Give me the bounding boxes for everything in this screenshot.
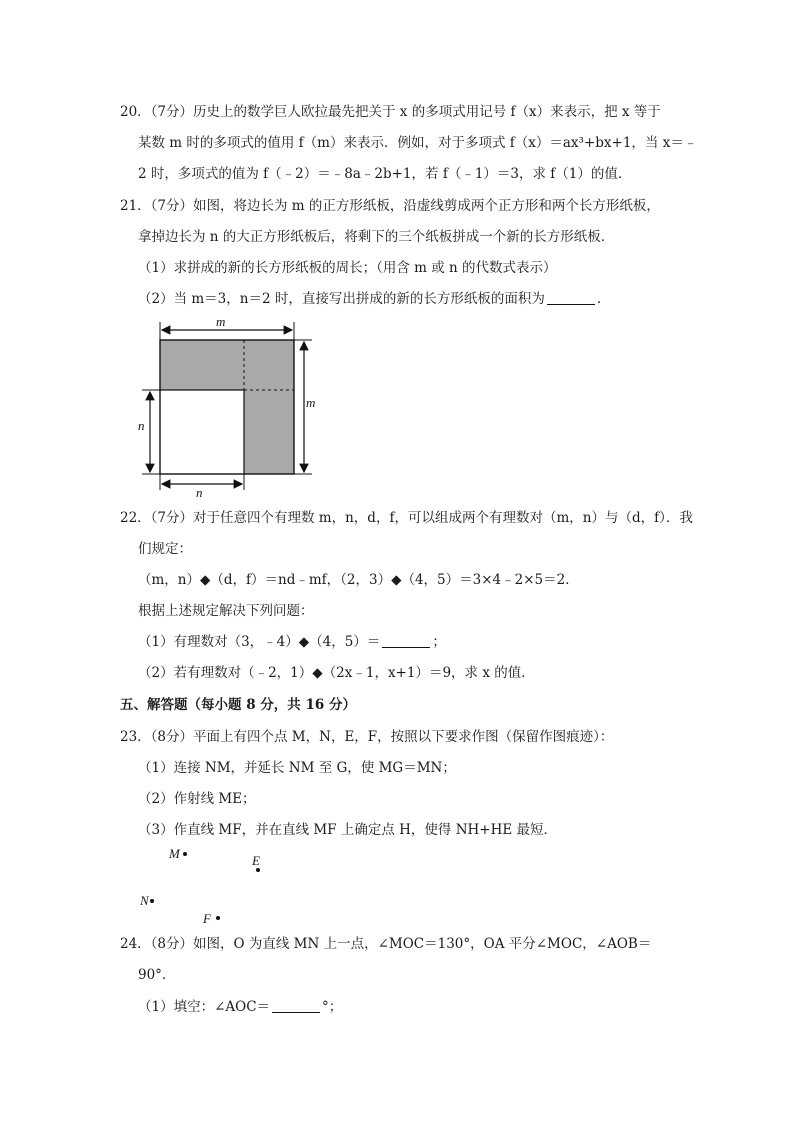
q21-label-left-n: n (138, 418, 145, 433)
q22-line-1: 22．（7分）对于任意四个有理数 m，n，d，f，可以组成两个有理数对（m，n）与（d，f）．我 (120, 510, 693, 526)
point-m-dot (183, 852, 187, 856)
q20-line-2: 某数 m 时的多项式的值用 f（m）来表示．例如，对于多项式 f（x）＝ax³+bx+1，当 x＝﹣ (138, 135, 698, 151)
q21-answer-blank (547, 290, 595, 305)
q22-part-2: （2）若有理数对（﹣2，1）◆（2x﹣1，x+1）＝9，求 x 的值． (138, 665, 535, 681)
q21-part-1: （1）求拼成的新的长方形纸板的周长；（用含 m 或 n 的代数式表示） (138, 260, 557, 276)
q21-part-2 (138, 290, 610, 308)
q22-line-2: 们规定： (138, 541, 192, 557)
q21-line-1: 21．（7分）如图，将边长为 m 的正方形纸板，沿虚线剪成两个正方形和两个长方形纸板， (120, 198, 660, 214)
q23-part-3: （3）作直线 MF，并在直线 MF 上确定点 H，使得 NH+HE 最短． (138, 822, 558, 838)
point-n-dot (150, 899, 154, 903)
q22-part-1-text: （1）有理数对（3，﹣4）◆（4，5）＝ (138, 634, 381, 650)
q21-label-top-m: m (216, 314, 226, 329)
q22-part-1 (138, 633, 446, 651)
q21-right-strip (244, 390, 294, 474)
q22-line-4: 根据上述规定解决下列问题： (138, 603, 314, 619)
q22-line-3: （m，n）◆（d，f）＝nd﹣mf，（2，3）◆（4，5）＝3×4﹣2×5＝2． (138, 572, 579, 588)
q21-label-bottom-n: n (196, 485, 203, 500)
q21-part-2-end: ． (596, 291, 611, 307)
q21-label-right-m: m (306, 395, 316, 410)
q20-line-3: 2 时，多项式的值为 f（﹣2）＝﹣8a﹣2b+1，若 f（﹣1）＝3，求 f（1）的值． (138, 166, 632, 182)
q24-part-1-text: （1）填空：∠AOC＝ (138, 999, 271, 1015)
point-e-label: E (252, 853, 260, 868)
point-n-label: N (140, 893, 149, 908)
point-f-label: F (203, 911, 211, 926)
q24-part-1 (138, 998, 342, 1016)
point-f-dot (216, 916, 220, 920)
q24-line-2: 90°． (138, 967, 176, 983)
q23-line-1: 23．（8分）平面上有四个点 M，N，E，F，按照以下要求作图（保留作图痕迹）： (120, 729, 614, 745)
q20-line-1: 20．（7分）历史上的数学巨人欧拉最先把关于 x 的多项式用记号 f（x）来表示，把 x 等于 (120, 104, 661, 120)
q22-part-1-end: ； (432, 634, 446, 650)
q23-part-1: （1）连接 NM，并延长 NM 至 G，使 MG＝MN； (138, 760, 456, 776)
point-e-dot (256, 868, 260, 872)
q23-part-2: （2）作射线 ME； (138, 791, 256, 807)
q24-part-1-end: °； (322, 999, 343, 1015)
q24-line-1: 24．（8分）如图，O 为直线 MN 上一点，∠MOC＝130°，OA 平分∠MOC，∠AOB＝ (120, 936, 652, 952)
q21-line-2: 拿掉边长为 n 的大正方形纸板后，将剩下的三个纸板拼成一个新的长方形纸板． (138, 229, 615, 245)
q22-answer-blank (382, 633, 430, 648)
point-m-label: M (169, 846, 180, 861)
q21-top-strip (160, 340, 294, 390)
q21-outer-square (160, 340, 294, 474)
section-5-heading: 五、解答题（每小题 8 分，共 16 分） (120, 697, 356, 713)
q24-answer-blank (272, 998, 320, 1013)
q21-part-2-text: （2）当 m＝3，n＝2 时，直接写出拼成的新的长方形纸板的面积为 (138, 291, 545, 307)
